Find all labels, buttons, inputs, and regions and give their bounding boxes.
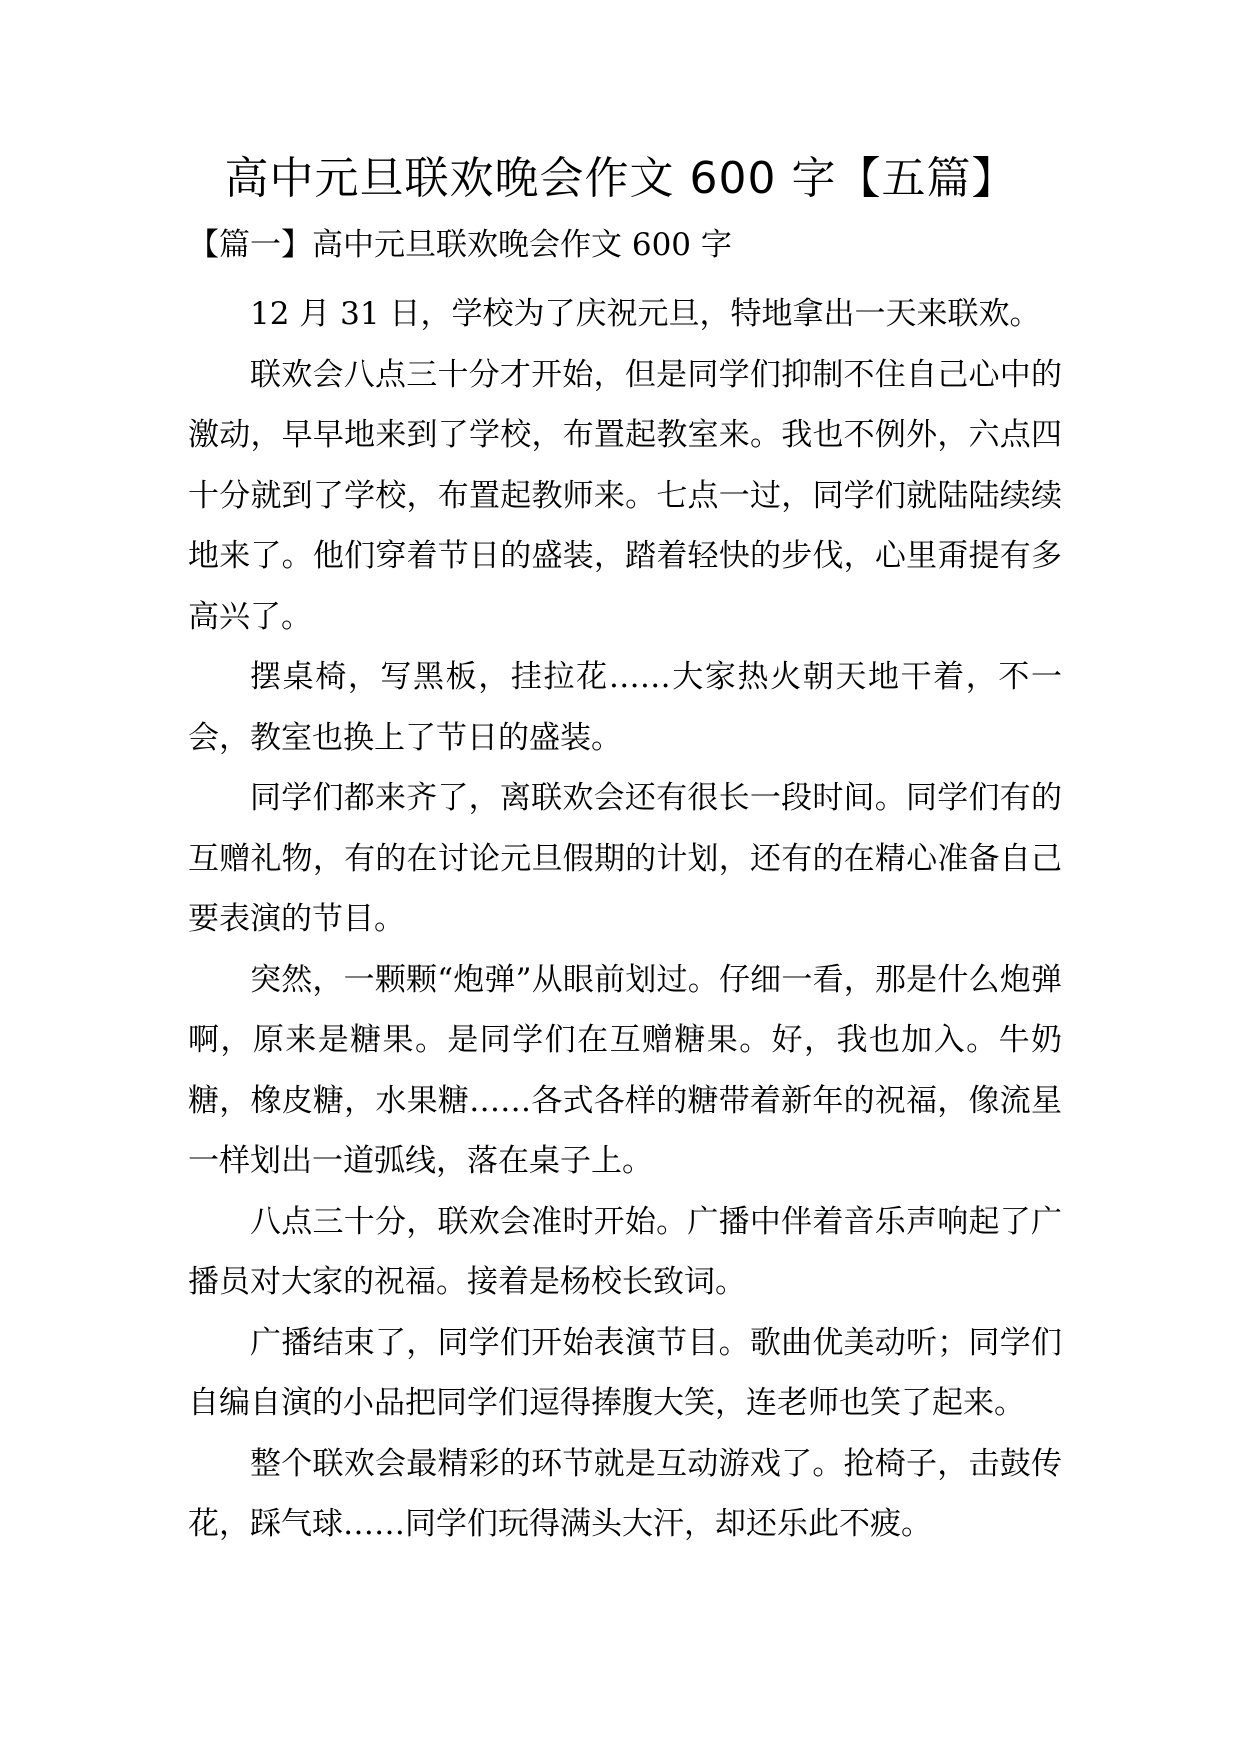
essay-body [188,284,1062,1555]
document-title: 高中元旦联欢晚会作文 600 字【五篇】 [224,153,1017,204]
paragraph: 整个联欢会最精彩的环节就是互动游戏了。抢椅子，击鼓传花，踩气球……同学们玩得满头大汗，却还乐此不疲。 [188,1445,1062,1542]
paragraph: 突然，一颗颗“炮弹”从眼前划过。仔细一看，那是什么炮弹啊，原来是糖果。是同学们在互赠糖果。好，我也加入。牛奶糖，橡皮糖，水果糖……各式各样的糖带着新年的祝福，像流星一样划出一道弧线，落在桌子上。 [188,961,1062,1179]
paragraph: 广播结束了，同学们开始表演节目。歌曲优美动听；同学们自编自演的小品把同学们逗得捧腹大笑，连老师也笑了起来。 [188,1324,1062,1421]
paragraph: 摆桌椅，写黑板，挂拉花……大家热火朝天地干着，不一会，教室也换上了节日的盛装。 [188,659,1062,756]
paragraph: 同学们都来齐了，离联欢会还有很长一段时间。同学们有的互赠礼物，有的在讨论元旦假期的计划，还有的在精心准备自己要表演的节目。 [188,780,1062,937]
paragraph: 12 月 31 日，学校为了庆祝元旦，特地拿出一天来联欢。 [250,296,1041,332]
section-heading: 【篇一】高中元旦联欢晚会作文 600 字 [188,227,732,263]
paragraph: 八点三十分，联欢会准时开始。广播中伴着音乐声响起了广播员对大家的祝福。接着是杨校长致词。 [188,1203,1062,1300]
paragraph: 联欢会八点三十分才开始，但是同学们抑制不住自己心中的激动，早早地来到了学校，布置起教室来。我也不例外，六点四十分就到了学校，布置起教师来。七点一过，同学们就陆陆续续地来了。他们穿着节日的盛装，踏着轻快的步伐，心里甭提有多高兴了。 [188,356,1062,635]
